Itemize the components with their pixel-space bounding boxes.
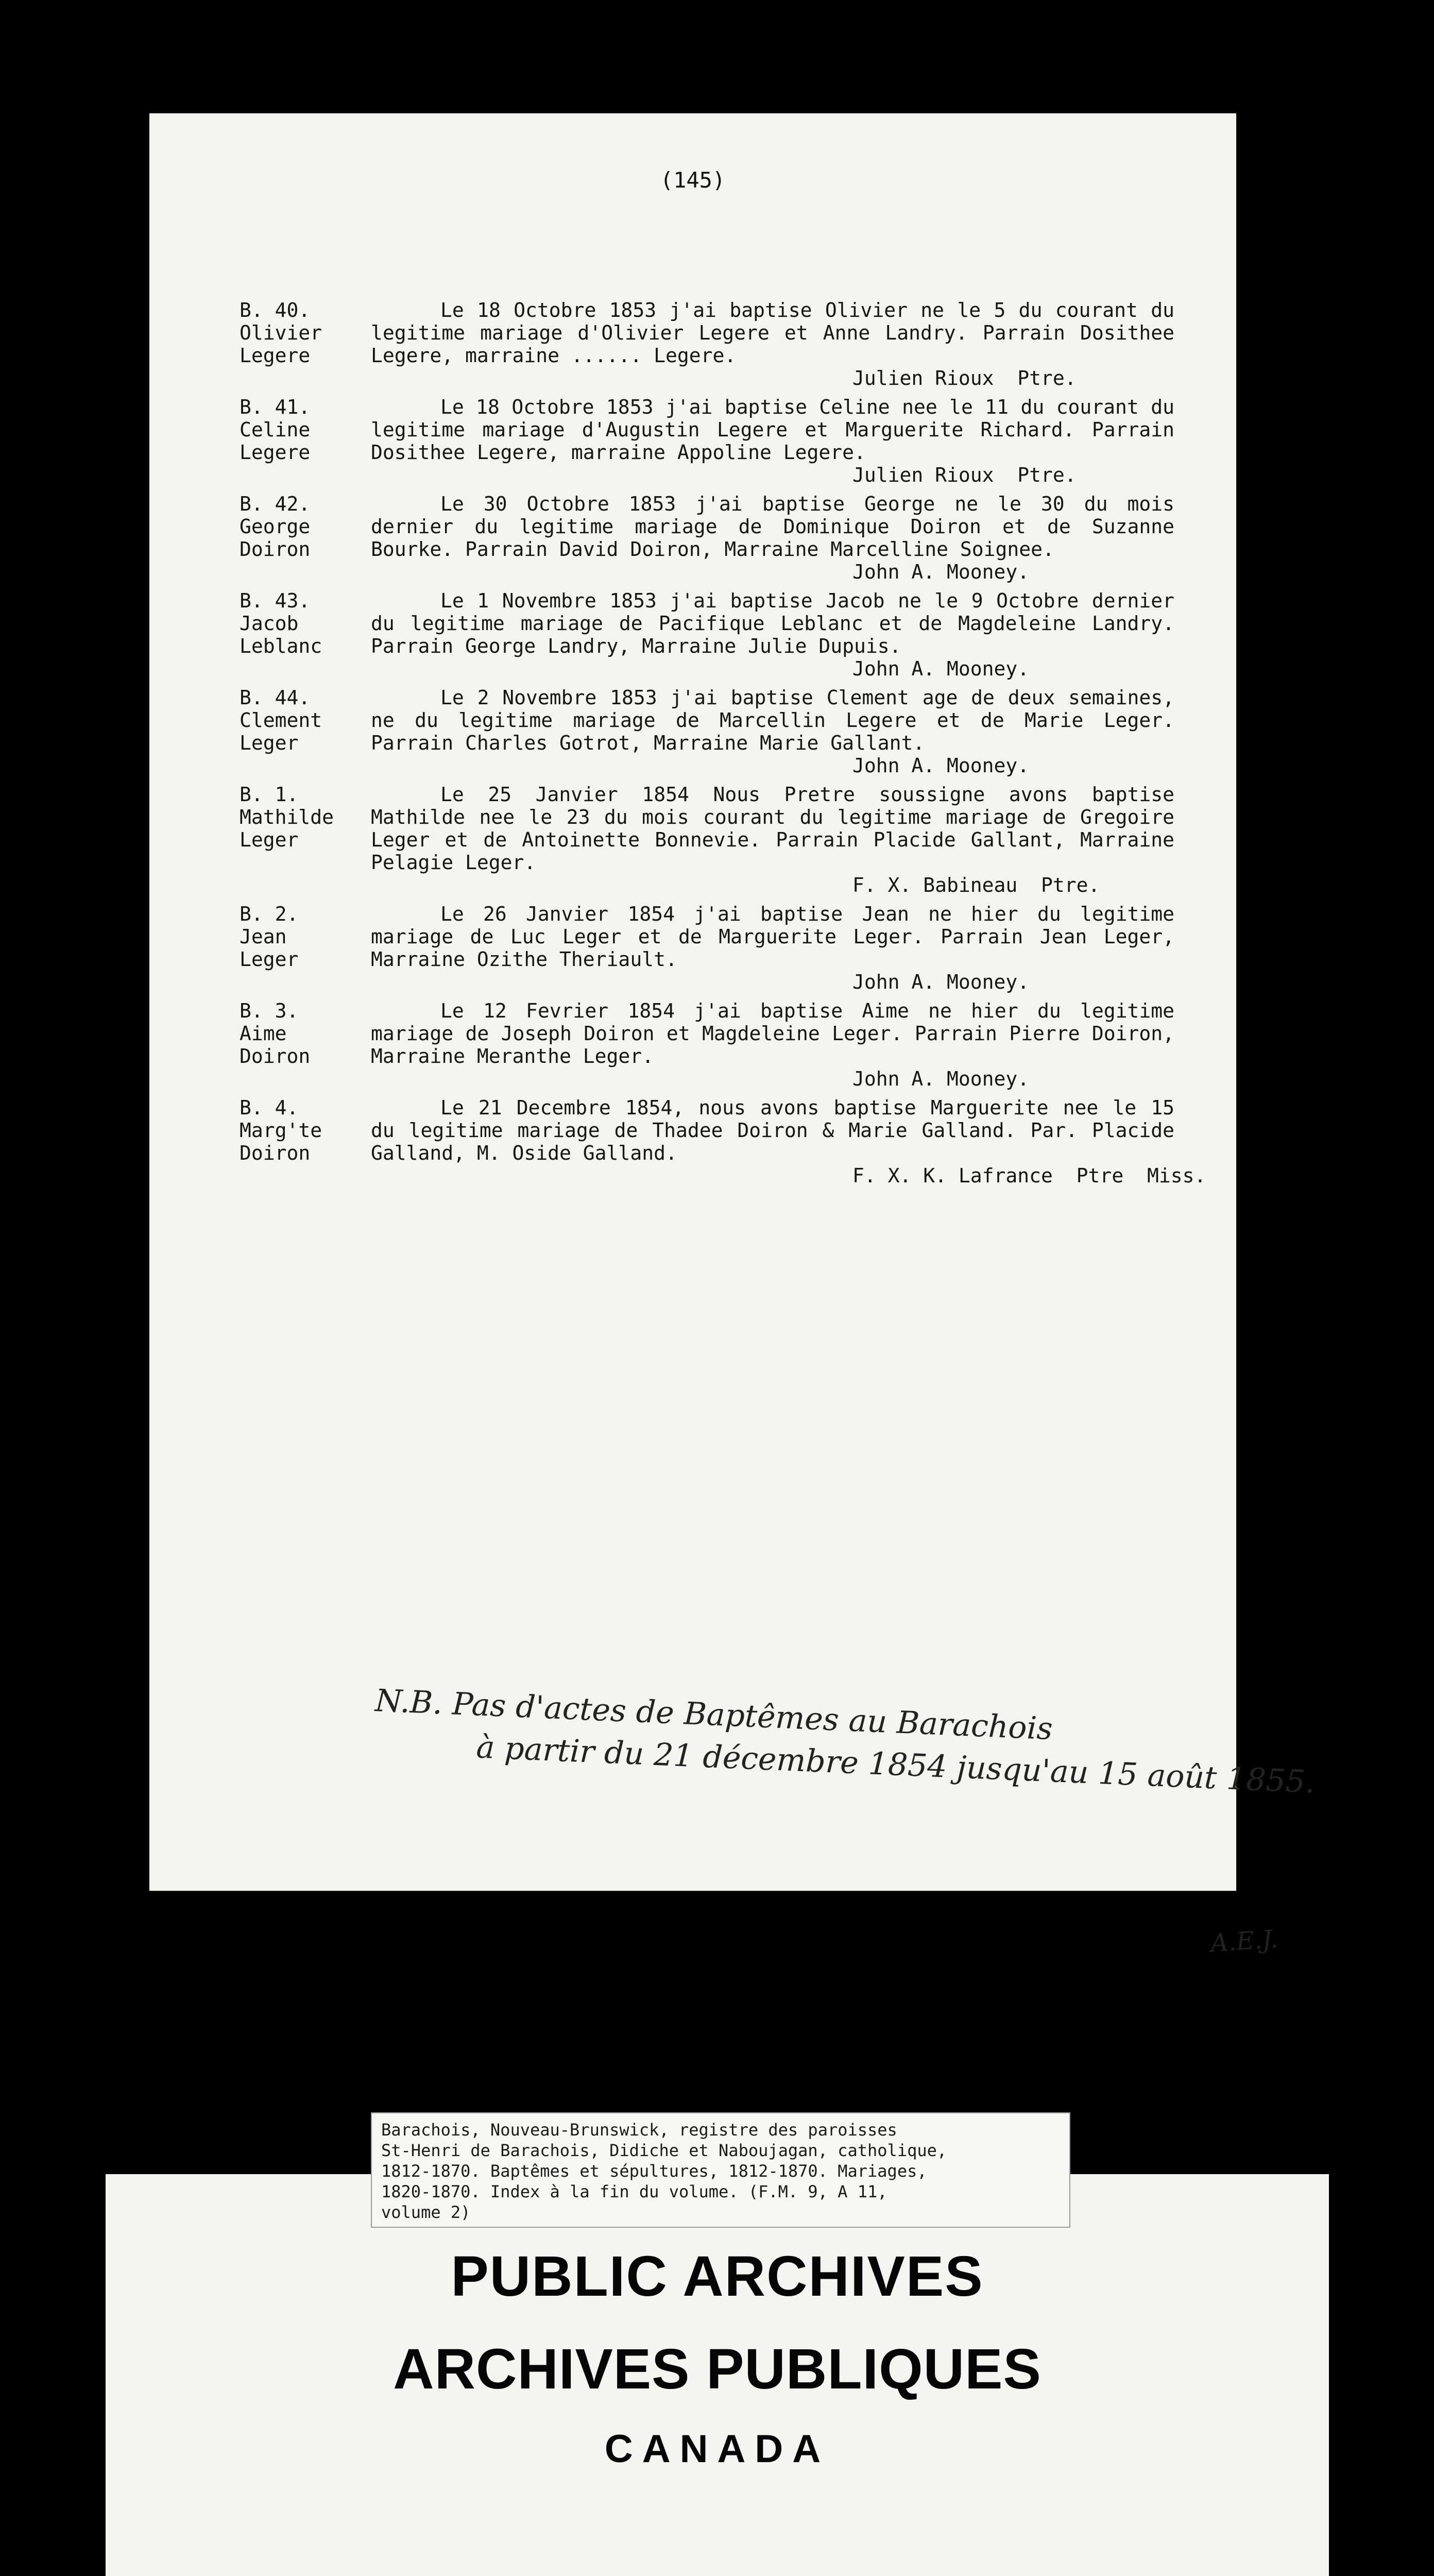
entry-margin-line: Legere [240,344,311,367]
entry-margin-line: Leger [240,948,299,971]
entry-margin-line: Marg'te [240,1119,322,1142]
entry-margin-line: Clement [240,709,322,732]
baptism-entry [240,396,1192,486]
entry-margin-line: Doiron [240,1142,311,1164]
entry-text: Le 21 Decembre 1854, nous avons baptise Marguerite nee le 15 du legitime mariage de Thadee Doiron & Marie Galland. Par. Placide Galland, M. Oside Galland. [371,1096,1186,1164]
entry-body [371,493,1186,583]
entry-body [371,396,1186,486]
entry-margin-label [240,299,368,367]
page-number: (145) [660,167,726,193]
entry-margin-line: Jacob [240,612,299,635]
entry-margin-label [240,1096,368,1164]
entry-signature: John A. Mooney. [852,971,1030,993]
baptism-entry [240,589,1192,680]
baptism-entry [240,299,1192,389]
entry-signature: John A. Mooney. [852,1067,1030,1090]
entry-signature: John A. Mooney. [852,561,1030,583]
entry-margin-label [240,999,368,1067]
entry-margin-line: Jean [240,925,287,948]
baptism-entry [240,493,1192,583]
entry-text: Le 2 Novembre 1853 j'ai baptise Clement age de deux semaines, ne du legitime mariage de Marcellin Legere et de Marie Leger. Parrain Charles Gotrot, Marraine Marie Gallant. [371,686,1186,754]
stamp-english: PUBLIC ARCHIVES [451,2245,984,2308]
entry-margin-line: B. 44. [240,686,311,709]
entry-margin-line: George [240,515,311,538]
stamp-french: ARCHIVES PUBLIQUES [393,2337,1042,2401]
entry-margin-line: B. 40. [240,299,311,321]
entry-text: Le 12 Fevrier 1854 j'ai baptise Aime ne hier du legitime mariage de Joseph Doiron et Magdeleine Leger. Parrain Pierre Doiron, Marraine Meranthe Leger. [371,999,1186,1067]
entry-margin-label [240,493,368,561]
baptism-entry [240,783,1192,896]
entry-body [371,299,1186,389]
entry-margin-label [240,686,368,754]
entry-text: Le 25 Janvier 1854 Nous Pretre soussigne avons baptise Mathilde nee le 23 du mois courant du legitime mariage de Gregoire Leger et de Antoinette Bonnevie. Parrain Placide Gallant, Marraine Pelagie Leger. [371,783,1186,874]
handwritten-note-line1: N.B. Pas d'actes de Baptêmes au Barachois [374,1682,1053,1748]
entry-signature: Julien Rioux Ptre. [852,464,1077,486]
entry-text: Le 26 Janvier 1854 j'ai baptise Jean ne hier du legitime mariage de Luc Leger et de Marguerite Leger. Parrain Jean Leger, Marraine Ozithe Theriault. [371,903,1186,971]
entry-text: Le 18 Octobre 1853 j'ai baptise Olivier ne le 5 du courant du legitime mariage d'Olivier Legere et Anne Landry. Parrain Dosithee Legere, marraine ...... Legere. [371,299,1186,367]
entry-margin-line: Leger [240,732,299,754]
catalog-label [371,2112,1070,2228]
entry-text: Le 30 Octobre 1853 j'ai baptise George ne le 30 du mois dernier du legitime mariage de Dominique Doiron et de Suzanne Bourke. Parrain David Doiron, Marraine Marcelline Soignee. [371,493,1186,561]
entry-text: Le 1 Novembre 1853 j'ai baptise Jacob ne le 9 Octobre dernier du legitime mariage de Pacifique Leblanc et de Magdeleine Landry. Parrain George Landry, Marraine Julie Dupuis. [371,589,1186,657]
entry-margin-line: Doiron [240,538,311,561]
entry-margin-line: Olivier [240,321,322,344]
entry-margin-line: B. 1. [240,783,299,806]
entry-margin-line: Leblanc [240,635,322,657]
catalog-label-line: 1812-1870. Baptêmes et sépultures, 1812-1870. Mariages, [381,2161,927,2181]
entry-margin-label [240,903,368,971]
handwritten-note [372,1680,1316,1801]
entry-margin-line: B. 2. [240,903,299,925]
baptism-entry [240,903,1192,993]
entry-body [371,1096,1206,1187]
entry-margin-line: Celine [240,418,311,441]
entry-margin-line: Doiron [240,1045,311,1067]
entry-body [371,589,1186,680]
entry-margin-label [240,396,368,464]
entry-margin-line: B. 4. [240,1096,299,1119]
entry-signature: F. X. K. Lafrance Ptre Miss. [852,1164,1206,1187]
entry-margin-label [240,589,368,657]
stamp-country: CANADA [604,2427,830,2471]
entry-margin-line: Legere [240,441,311,464]
baptism-entry [240,1096,1206,1187]
entry-margin-line: B. 41. [240,396,311,418]
entry-margin-line: Mathilde [240,806,334,828]
catalog-label-line: volume 2) [381,2202,471,2222]
entry-text: Le 18 Octobre 1853 j'ai baptise Celine nee le 11 du courant du legitime mariage d'Augustin Legere et Marguerite Richard. Parrain Dosithee Legere, marraine Appoline Legere. [371,396,1186,464]
entry-margin-line: B. 42. [240,493,311,515]
entry-signature: F. X. Babineau Ptre. [852,874,1100,896]
entry-margin-line: Aime [240,1022,287,1045]
entry-signature: John A. Mooney. [852,754,1030,777]
catalog-label-line: St-Henri de Barachois, Didiche et Naboujagan, catholique, [381,2141,947,2160]
catalog-label-line: 1820-1870. Index à la fin du volume. (F.M. 9, A 11, [381,2182,887,2201]
entry-body [371,686,1186,777]
entry-margin-line: B. 43. [240,589,311,612]
handwritten-initials: A.E.J. [1209,1924,1279,1958]
handwritten-note-line2: à partir du 21 décembre 1854 jusqu'au 15 août 1855. [475,1729,1316,1801]
entry-signature: Julien Rioux Ptre. [852,367,1077,389]
catalog-label-line: Barachois, Nouveau-Brunswick, registre des paroisses [381,2120,897,2140]
baptism-entry [240,999,1192,1090]
baptism-entry [240,686,1192,777]
entry-body [371,783,1186,896]
entry-body [371,999,1186,1090]
entry-margin-line: Leger [240,828,299,851]
entry-signature: John A. Mooney. [852,657,1030,680]
register-page [149,113,1316,1958]
baptism-entries [240,299,1206,1193]
entry-margin-line: B. 3. [240,999,299,1022]
entry-body [371,903,1186,993]
entry-margin-label [240,783,368,851]
